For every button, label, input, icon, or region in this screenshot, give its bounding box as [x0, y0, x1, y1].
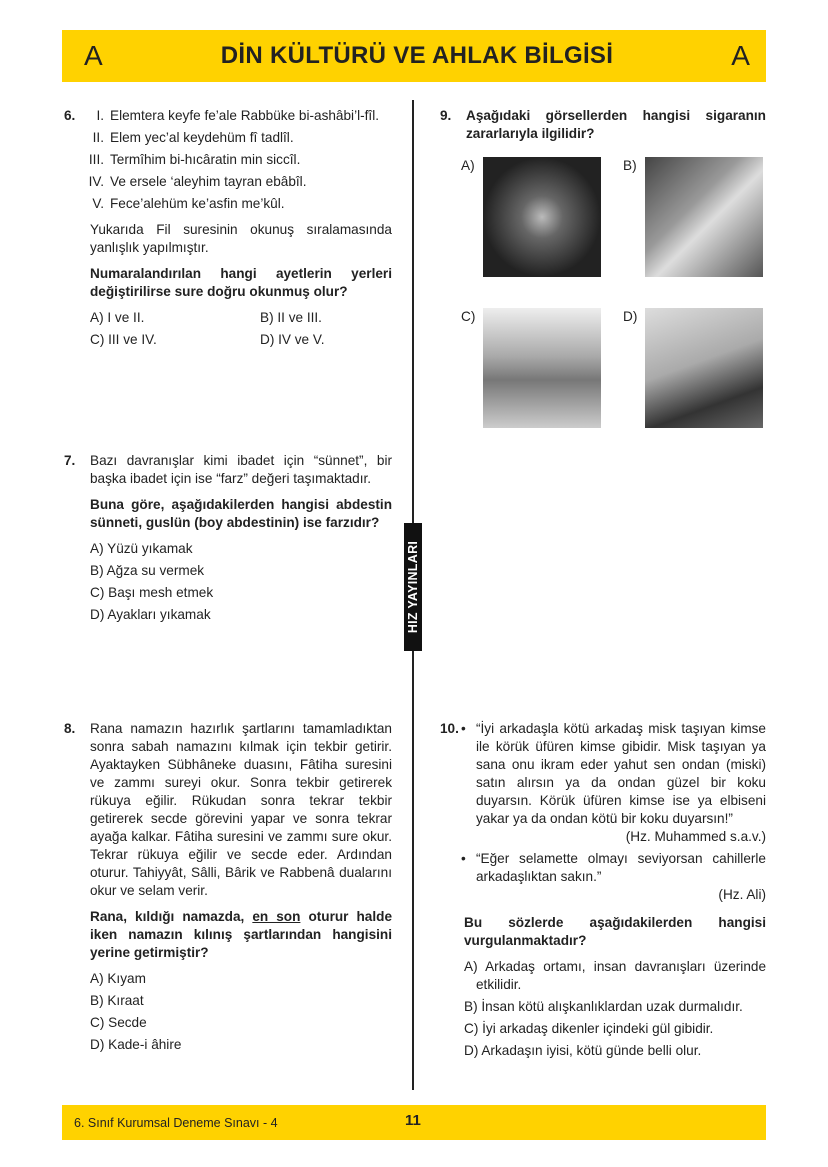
exam-name: 6. Sınıf Kurumsal Deneme Sınavı - 4 [74, 1116, 278, 1130]
question-8 [64, 720, 392, 1058]
playing-cards-image [645, 308, 763, 428]
option-c[interactable]: C) Secde [90, 1015, 147, 1030]
option-label: A) [461, 158, 475, 173]
verse-item [82, 195, 392, 213]
roman-numeral: V. [92, 196, 104, 211]
crossroads-image [483, 308, 601, 428]
question-text: Bazı davranışlar kimi ibadet için “sünnet”, bir başka ibadet için ise “farz” değeri taşımaktadır. [90, 453, 392, 486]
verse-item [82, 129, 392, 147]
option-b[interactable] [623, 157, 783, 282]
roman-numeral: IV. [88, 174, 104, 189]
option-b[interactable]: B) İnsan kötü alışkanlıklardan uzak durmalıdır. [464, 999, 743, 1014]
option-c[interactable]: C) Başı mesh etmek [90, 585, 214, 600]
option-d[interactable] [623, 308, 783, 433]
question-number: 10. [440, 721, 459, 736]
question-number: 9. [440, 108, 452, 123]
question-number: 8. [64, 721, 76, 736]
option-a[interactable]: A) Kıyam [90, 971, 146, 986]
question-number: 7. [64, 453, 76, 468]
option-a[interactable] [461, 157, 621, 282]
publisher-logo-text: HIZ YAYINLARI [406, 540, 421, 634]
question-prompt: Buna göre, aşağıdakilerden hangisi abdestin sünneti, guslün (boy abdestinin) ise farzıdır? [90, 497, 392, 530]
option-b[interactable]: B) Ağza su vermek [90, 563, 205, 578]
verse-text: Elemtera keyfe fe’ale Rabbüke bi-ashâbi’l-fîl. [110, 108, 379, 123]
footer-band [62, 1105, 766, 1140]
prompt-part: oturur halde iken namazın kılınış şartlarından hangisini yerine getirmiştir? [90, 909, 393, 960]
verse-item [82, 173, 392, 191]
option-c[interactable] [461, 308, 621, 433]
header-band [62, 30, 766, 82]
option-b[interactable]: B) Kıraat [90, 993, 144, 1008]
option-a[interactable]: A) Yüzü yıkamak [90, 541, 193, 556]
verse-text: Fece’alehüm ke’asfin me’kûl. [110, 196, 285, 211]
question-prompt: Numaralandırılan hangi ayetlerin yerleri değiştirilirse sure doğru okunmuş olur? [90, 266, 392, 299]
option-a[interactable]: A) Arkadaş ortamı, insan davranışları üzerinde etkilidir. [464, 959, 766, 992]
option-d[interactable]: D) Arkadaşın iyisi, kötü günde belli olur. [464, 1043, 702, 1058]
roman-numeral: II. [92, 130, 104, 145]
option-d[interactable]: D) Ayakları yıkamak [90, 607, 211, 622]
quote-1 [461, 720, 766, 846]
page-number: 11 [405, 1112, 421, 1129]
option-a[interactable]: A) I ve II. [90, 310, 145, 325]
booklet-letter-left: A [84, 40, 103, 71]
underlined-phrase: en son [252, 909, 301, 924]
verse-text: Elem yec’al keydehüm fî tadlîl. [110, 130, 294, 145]
question-6 [64, 107, 392, 349]
publisher-logo [404, 523, 422, 651]
question-prompt: Aşağıdaki görsellerden hangisi sigaranın zararlarıyla ilgilidir? [466, 108, 766, 141]
question-prompt: Bu sözlerde aşağıdakilerden hangisi vurgulanmaktadır? [464, 915, 766, 948]
refusing-drink-image [645, 157, 763, 277]
option-c[interactable]: C) İyi arkadaş dikenler içindeki gül gibidir. [464, 1021, 714, 1036]
quote-2 [461, 850, 766, 904]
booklet-letter-right: A [731, 40, 750, 71]
question-number: 6. [64, 108, 76, 123]
bullet: • [461, 851, 466, 866]
question-7 [64, 452, 392, 628]
quote-text: “İyi arkadaşla kötü arkadaş misk taşıyan kimse ile körük üfüren kimse gibidir. Misk taşıyan ya sana onu ikram eder yahut sen ondan (miski) satın alırsın ya da ondan güzel bir koku duyarsın. Körük üfüren kimse ise ya elbiseni yakar ya da ondan kötü bir koku duyarsın!” [476, 721, 766, 826]
question-text: Rana namazın hazırlık şartlarını tamamladıktan sonra sabah namazını kılmak için tekbir getirir. Ayaktayken Sübhâneke duasını, Fâtiha suresini ve zammı sureyi okur. Sonra tekbir getirerek rükuya eğilir. Rükudan sonra tekrar tekbir getirerek secde görevini yapar ve sonra tekrar ayağa kalkar. Fâtiha suresini ve zammı sure okur. Tekrar rükuya eğilir ve secde eder. Ardından oturur. Tahiyyât, Sâlli, Bârik ve Rabbenâ dualarını okur ve selam verir. [90, 721, 392, 898]
verse-text: Ve ersele ‘aleyhim tayran ebâbîl. [110, 174, 307, 189]
option-d[interactable]: D) IV ve V. [260, 332, 325, 347]
question-prompt [90, 908, 392, 962]
roman-numeral: I. [96, 108, 104, 123]
quote-text: “Eğer selamette olmayı seviyorsan cahillerle arkadaşlıktan sakın.” [476, 851, 766, 884]
option-label: C) [461, 309, 476, 324]
page-title: DİN KÜLTÜRÜ VE AHLAK BİLGİSİ [220, 42, 614, 69]
question-text: Yukarıda Fil suresinin okunuş sıralamasında yanlışlık yapılmıştır. [90, 222, 392, 255]
prompt-part: Rana, kıldığı namazda, [90, 909, 253, 924]
option-b[interactable]: B) II ve III. [260, 310, 322, 325]
bullet: • [461, 721, 466, 736]
question-10 [440, 720, 766, 1064]
verse-item [82, 151, 392, 169]
question-9 [440, 107, 766, 151]
roman-numeral: III. [88, 152, 104, 167]
option-label: D) [623, 309, 638, 324]
option-d[interactable]: D) Kade-i âhire [90, 1037, 182, 1052]
option-label: B) [623, 158, 637, 173]
quote-source: (Hz. Muhammed s.a.v.) [625, 829, 766, 844]
smoke-image [483, 157, 601, 277]
verse-text: Termîhim bi-hıcâratin min siccîl. [110, 152, 301, 167]
verse-item [82, 107, 392, 125]
quote-source: (Hz. Ali) [718, 887, 766, 902]
option-c[interactable]: C) III ve IV. [90, 332, 157, 347]
